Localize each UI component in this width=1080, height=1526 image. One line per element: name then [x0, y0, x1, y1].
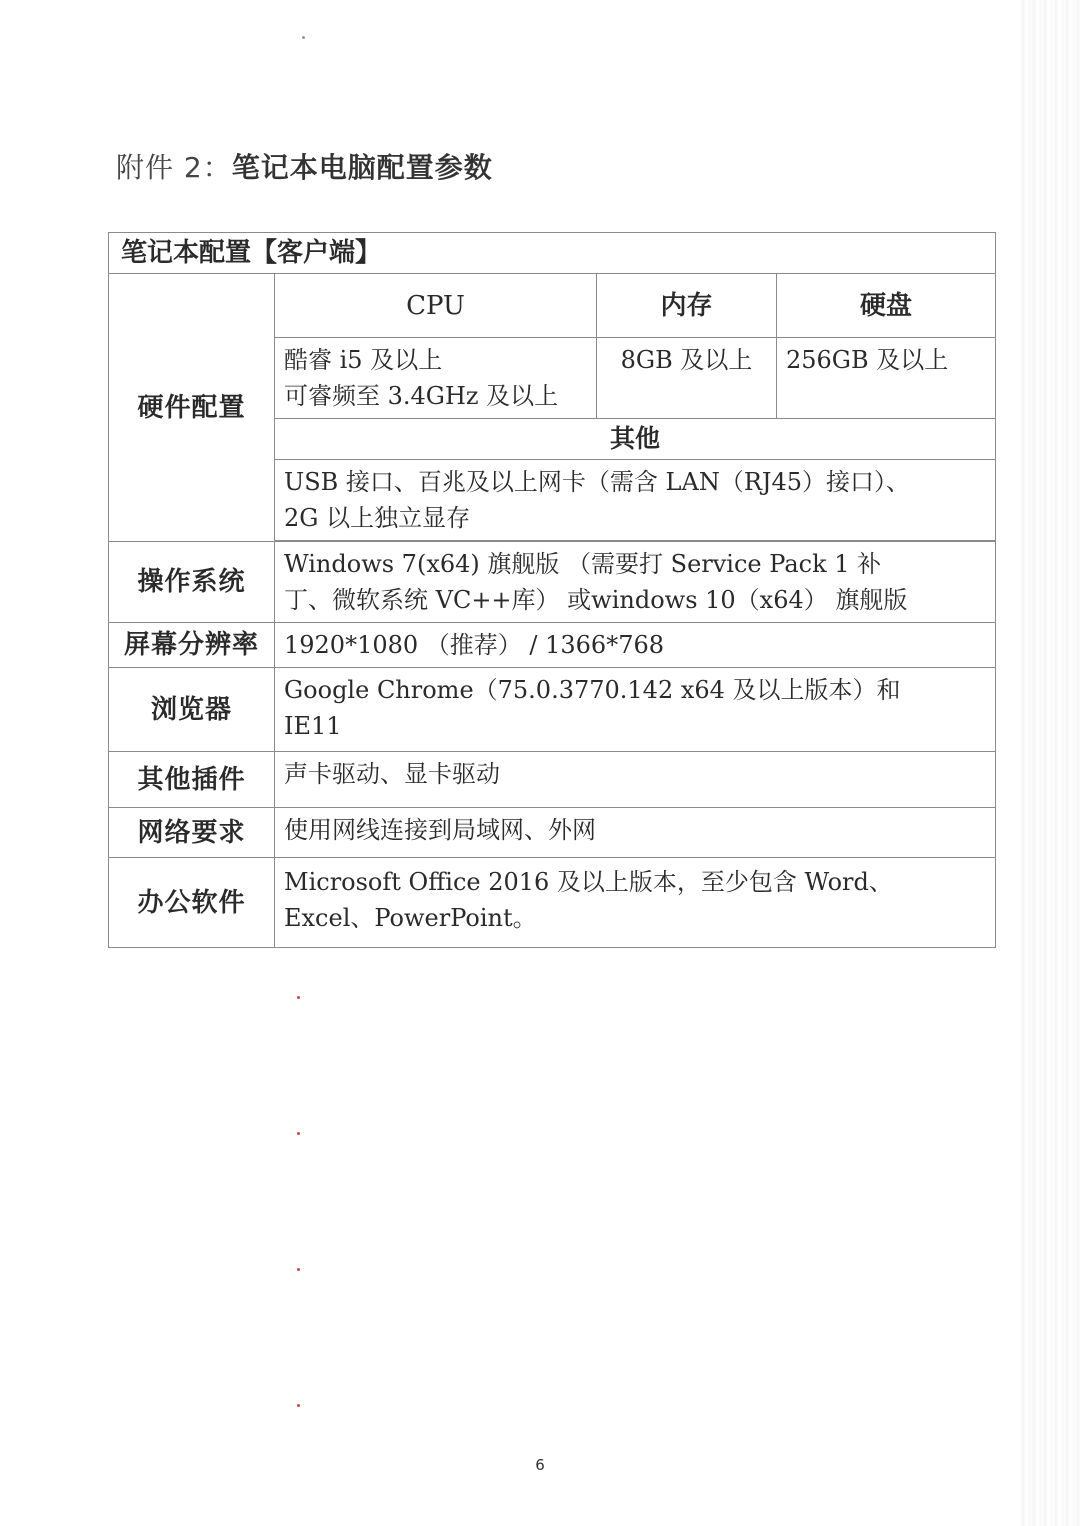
browser-value: [275, 668, 996, 752]
spec-row: [109, 542, 996, 623]
scan-speck: [297, 1132, 300, 1135]
office-label: 办公软件: [109, 858, 275, 948]
network-label: 网络要求: [109, 808, 275, 858]
scan-speck: [297, 996, 300, 999]
spec-row: [109, 668, 996, 752]
other-value-line: USB 接口、百兆及以上网卡（需含 LAN（RJ45）接口）、: [284, 468, 911, 496]
resolution-value: 1920*1080 （推荐） / 1366*768: [275, 623, 996, 668]
spec-row: [109, 752, 996, 808]
other-value: [275, 460, 996, 541]
table-caption: 笔记本配置【客户端】: [109, 233, 996, 274]
spec-row: [109, 808, 996, 858]
document-title: [116, 146, 493, 186]
cpu-header: CPU: [275, 274, 597, 338]
scan-speck: [297, 1404, 300, 1407]
office-value-line: Excel、PowerPoint。: [284, 904, 537, 932]
cpu-value: [275, 338, 597, 419]
os-value-line: 丁、微软系统 VC++库） 或windows 10（x64） 旗舰版: [284, 586, 908, 614]
os-label: 操作系统: [109, 542, 275, 623]
office-value-line: Microsoft Office 2016 及以上版本，至少包含 Word、: [284, 868, 893, 896]
browser-value-line: Google Chrome（75.0.3770.142 x64 及以上版本）和: [284, 676, 901, 704]
plugins-value: 声卡驱动、显卡驱动: [275, 752, 996, 808]
browser-value-line: IE11: [284, 712, 342, 740]
spec-row: [109, 858, 996, 948]
hardware-header-row: [109, 274, 996, 338]
disk-value: 256GB 及以上: [777, 338, 996, 419]
config-table: [108, 232, 996, 948]
cpu-value-line: 可睿频至 3.4GHz 及以上: [284, 382, 559, 410]
scan-speck: [297, 1268, 300, 1271]
title-lead: 附件 2：: [116, 151, 232, 184]
scan-speck: [302, 36, 305, 39]
os-value-line: Windows 7(x64) 旗舰版 （需要打 Service Pack 1 补: [284, 550, 882, 578]
scan-edge-shading: [1020, 0, 1080, 1526]
disk-header: 硬盘: [777, 274, 996, 338]
browser-label: 浏览器: [109, 668, 275, 752]
title-main: 笔记本电脑配置参数: [231, 151, 493, 184]
network-value: 使用网线连接到局域网、外网: [275, 808, 996, 858]
os-value: [275, 542, 996, 623]
office-value: [275, 858, 996, 948]
memory-header: 内存: [597, 274, 777, 338]
resolution-label: 屏幕分辨率: [109, 623, 275, 668]
caption-row: [109, 233, 996, 274]
other-header: 其他: [275, 419, 996, 460]
hardware-label: 硬件配置: [109, 274, 275, 542]
plugins-label: 其他插件: [109, 752, 275, 808]
spec-row: [109, 623, 996, 668]
page-number: 6: [535, 1456, 545, 1474]
memory-value: 8GB 及以上: [597, 338, 777, 419]
other-value-line: 2G 以上独立显存: [284, 504, 471, 532]
cpu-value-line: 酷睿 i5 及以上: [284, 346, 443, 374]
